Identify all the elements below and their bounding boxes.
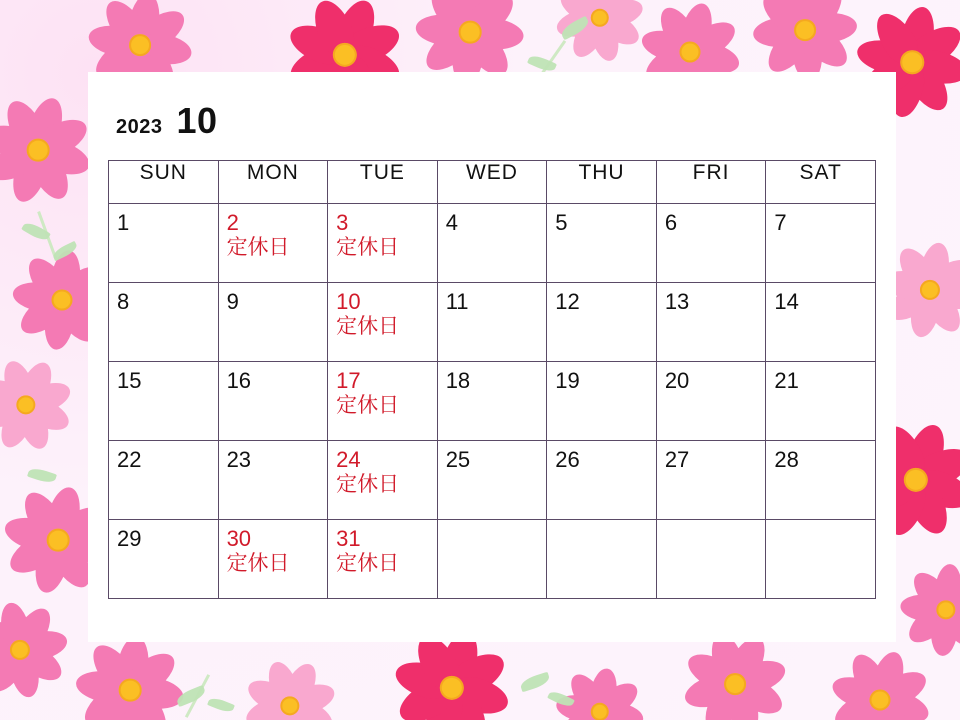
day-number: 27 <box>664 447 690 472</box>
calendar-card <box>88 72 896 642</box>
calendar-empty-cell <box>656 520 766 599</box>
day-number: 21 <box>774 368 799 393</box>
day-cell-content <box>657 362 766 394</box>
day-number: 9 <box>226 289 239 314</box>
day-cell-content <box>219 441 328 473</box>
day-number: 7 <box>774 210 787 235</box>
calendar-day-cell[interactable] <box>218 362 328 441</box>
day-cell-content <box>438 283 547 315</box>
day-number: 29 <box>117 526 142 551</box>
day-cell-content <box>328 520 437 577</box>
weekday-header-sun: SUN <box>109 161 219 204</box>
calendar-day-cell[interactable] <box>218 520 328 599</box>
day-number: 31 <box>336 526 361 551</box>
calendar-day-cell[interactable] <box>109 441 219 520</box>
day-number: 12 <box>555 289 580 314</box>
day-cell-content <box>328 283 437 340</box>
calendar-empty-cell <box>547 520 657 599</box>
day-number: 22 <box>117 447 142 472</box>
calendar-day-cell[interactable] <box>766 362 876 441</box>
calendar-day-cell[interactable] <box>766 441 876 520</box>
calendar-day-cell[interactable] <box>109 362 219 441</box>
calendar-day-cell[interactable] <box>218 204 328 283</box>
day-cell-content <box>766 520 875 526</box>
day-cell-content <box>109 204 218 236</box>
day-cell-content <box>438 362 547 394</box>
day-cell-content <box>219 283 328 315</box>
day-number: 15 <box>117 368 142 393</box>
calendar-title <box>116 100 218 142</box>
day-number: 20 <box>664 368 690 393</box>
calendar-day-cell[interactable] <box>109 283 219 362</box>
closed-day-note: 定休日 <box>336 472 400 496</box>
closed-day-note: 定休日 <box>226 551 290 575</box>
calendar-day-cell[interactable] <box>766 283 876 362</box>
day-number: 13 <box>664 289 690 314</box>
day-number: 5 <box>555 210 568 235</box>
calendar-day-cell[interactable] <box>547 441 657 520</box>
day-cell-content <box>766 204 875 236</box>
calendar-day-cell[interactable] <box>328 441 438 520</box>
day-cell-content <box>438 441 547 473</box>
day-cell-content <box>109 362 218 394</box>
day-number: 24 <box>336 447 361 472</box>
calendar-day-cell[interactable] <box>437 204 547 283</box>
day-cell-content <box>547 204 656 236</box>
day-number: 14 <box>774 289 799 314</box>
day-cell-content <box>766 362 875 394</box>
day-cell-content <box>766 441 875 473</box>
calendar-day-cell[interactable] <box>656 362 766 441</box>
calendar-empty-cell <box>766 520 876 599</box>
day-number: 11 <box>445 289 469 314</box>
day-number: 6 <box>664 210 678 235</box>
closed-day-note: 定休日 <box>336 393 400 417</box>
day-cell-content <box>547 520 656 526</box>
day-number: 3 <box>336 210 349 235</box>
calendar-day-cell[interactable] <box>656 283 766 362</box>
day-cell-content <box>219 520 328 577</box>
year-label: 2023 <box>116 116 163 138</box>
day-number: 18 <box>445 368 471 393</box>
closed-day-note: 定休日 <box>336 235 400 259</box>
day-number: 4 <box>445 210 458 235</box>
day-cell-content <box>547 362 656 394</box>
day-number: 25 <box>445 447 471 472</box>
day-cell-content <box>657 204 766 236</box>
day-number: 2 <box>226 210 239 235</box>
calendar-week-row <box>109 520 876 599</box>
weekday-header-mon: MON <box>218 161 328 204</box>
calendar-day-cell[interactable] <box>437 283 547 362</box>
calendar-week-row <box>109 441 876 520</box>
month-label: 10 <box>176 100 218 141</box>
day-cell-content <box>109 283 218 315</box>
weekday-header-thu: THU <box>547 161 657 204</box>
calendar-day-cell[interactable] <box>656 441 766 520</box>
day-cell-content <box>328 441 437 498</box>
day-cell-content <box>219 362 328 394</box>
day-cell-content <box>657 520 766 526</box>
day-cell-content <box>547 283 656 315</box>
day-cell-content <box>219 204 328 261</box>
calendar-day-cell[interactable] <box>547 204 657 283</box>
calendar-day-cell[interactable] <box>328 204 438 283</box>
day-number: 26 <box>555 447 580 472</box>
day-cell-content <box>438 520 547 526</box>
day-number: 19 <box>555 368 580 393</box>
calendar-day-cell[interactable] <box>766 204 876 283</box>
weekday-header-row <box>109 161 876 204</box>
day-number: 10 <box>336 289 361 314</box>
calendar-day-cell[interactable] <box>328 520 438 599</box>
calendar-day-cell[interactable] <box>656 204 766 283</box>
weekday-header-wed: WED <box>437 161 547 204</box>
day-number: 16 <box>226 368 252 393</box>
calendar-week-row <box>109 283 876 362</box>
calendar-day-cell[interactable] <box>437 362 547 441</box>
closed-day-note: 定休日 <box>336 551 400 575</box>
calendar-day-cell[interactable] <box>328 283 438 362</box>
day-number: 1 <box>117 210 130 235</box>
calendar-day-cell[interactable] <box>218 283 328 362</box>
calendar-body <box>109 204 876 599</box>
closed-day-note: 定休日 <box>226 235 290 259</box>
calendar-day-cell[interactable] <box>328 362 438 441</box>
day-number: 17 <box>336 368 361 393</box>
day-cell-content <box>328 362 437 419</box>
day-cell-content <box>766 283 875 315</box>
calendar-day-cell[interactable] <box>437 441 547 520</box>
calendar-day-cell[interactable] <box>547 362 657 441</box>
day-number: 23 <box>226 447 252 472</box>
day-cell-content <box>109 441 218 473</box>
weekday-header-tue: TUE <box>328 161 438 204</box>
weekday-header-fri: FRI <box>656 161 766 204</box>
closed-day-note: 定休日 <box>336 314 400 338</box>
day-cell-content <box>657 441 766 473</box>
weekday-header-sat: SAT <box>766 161 876 204</box>
day-number: 8 <box>117 289 130 314</box>
calendar-day-cell[interactable] <box>547 283 657 362</box>
day-cell-content <box>438 204 547 236</box>
calendar-empty-cell <box>437 520 547 599</box>
day-cell-content <box>328 204 437 261</box>
calendar-day-cell[interactable] <box>109 520 219 599</box>
calendar-day-cell[interactable] <box>109 204 219 283</box>
day-cell-content <box>109 520 218 552</box>
day-number: 28 <box>774 447 799 472</box>
calendar-week-row <box>109 204 876 283</box>
day-number: 30 <box>226 526 252 551</box>
day-cell-content <box>547 441 656 473</box>
calendar-week-row <box>109 362 876 441</box>
calendar-day-cell[interactable] <box>218 441 328 520</box>
day-cell-content <box>657 283 766 315</box>
calendar-table <box>108 160 876 599</box>
